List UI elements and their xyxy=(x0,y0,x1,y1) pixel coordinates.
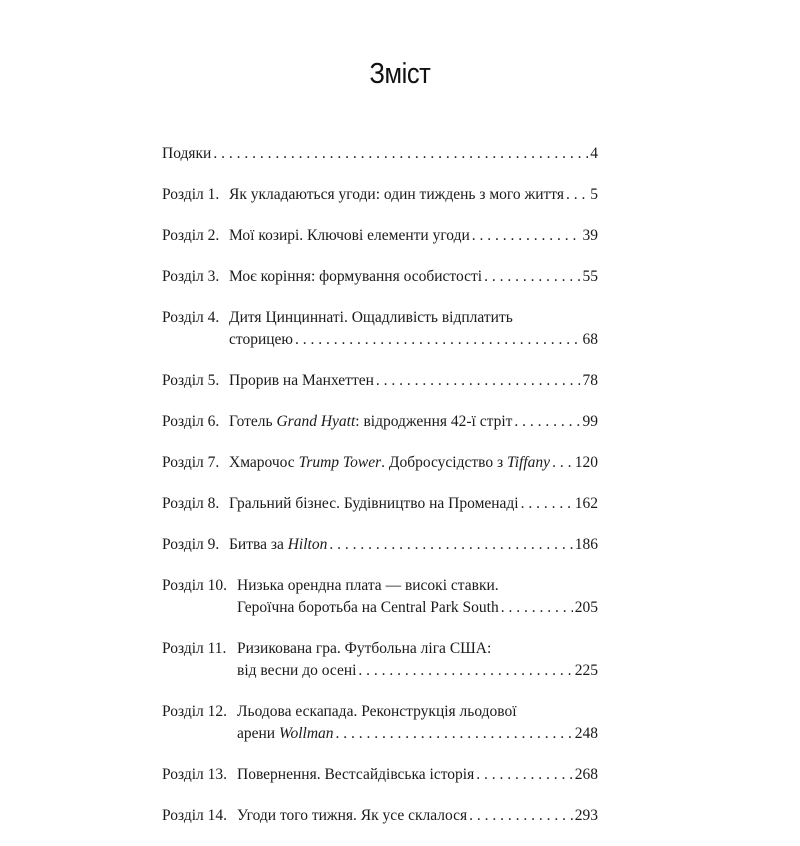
chapter-label: Розділ 11. xyxy=(162,640,227,657)
toc-entry-chapter-11[interactable] xyxy=(162,638,598,682)
leader-dots xyxy=(476,764,573,786)
page-number: 4 xyxy=(590,145,598,162)
entry-title-continued: арени Wollman xyxy=(237,725,334,742)
page-number: 205 xyxy=(574,599,598,616)
table-of-contents xyxy=(162,143,598,846)
leader-dots xyxy=(213,143,588,165)
page-number: 39 xyxy=(582,227,598,244)
leader-dots xyxy=(472,225,581,247)
chapter-label: Розділ 6. xyxy=(162,413,220,430)
entry-title: Битва за Hilton xyxy=(229,536,328,553)
toc-entry-chapter-10[interactable] xyxy=(162,575,598,619)
page-number: 55 xyxy=(582,268,598,285)
entry-title: Ризикована гра. Футбольна ліга США: xyxy=(237,640,492,657)
entry-title: Подяки xyxy=(162,145,212,162)
toc-entry-chapter-6[interactable] xyxy=(162,411,598,433)
leader-dots xyxy=(566,184,588,206)
toc-entry-chapter-5[interactable] xyxy=(162,370,598,392)
entry-title: Дитя Цинциннаті. Ощадливість відплатить xyxy=(229,309,513,326)
leader-dots xyxy=(376,370,581,392)
toc-entry-chapter-2[interactable] xyxy=(162,225,598,247)
toc-entry-chapter-8[interactable] xyxy=(162,493,598,515)
chapter-label: Розділ 7. xyxy=(162,454,220,471)
chapter-label: Розділ 14. xyxy=(162,807,228,824)
page-number: 120 xyxy=(574,454,598,471)
page-number: 162 xyxy=(574,495,598,512)
entry-title-continued: від весни до осені xyxy=(237,662,357,679)
entry-title: Моє коріння: формування особистості xyxy=(229,268,483,285)
chapter-label: Розділ 5. xyxy=(162,372,220,389)
chapter-label: Розділ 8. xyxy=(162,495,220,512)
chapter-label: Розділ 3. xyxy=(162,268,220,285)
page-number: 268 xyxy=(574,766,598,783)
entry-title-continued: Героїчна боротьба на Central Park South xyxy=(237,599,499,616)
chapter-label: Розділ 12. xyxy=(162,703,228,720)
page-number: 225 xyxy=(574,662,598,679)
entry-title: Готель Grand Hyatt: відродження 42-ї стріт xyxy=(229,413,513,430)
leader-dots xyxy=(484,266,580,288)
entry-title: Угоди того тижня. Як усе склалося xyxy=(237,807,468,824)
toc-entry-chapter-13[interactable] xyxy=(162,764,598,786)
toc-entry-chapter-14[interactable] xyxy=(162,805,598,827)
leader-dots xyxy=(358,660,572,682)
leader-dots xyxy=(295,329,581,351)
toc-entry-chapter-12[interactable] xyxy=(162,701,598,745)
entry-title: Як укладаються угоди: один тиждень з мого життя xyxy=(229,186,564,203)
leader-dots xyxy=(329,534,572,556)
entry-title-continued: сторицею xyxy=(229,331,293,348)
toc-entry-chapter-3[interactable] xyxy=(162,266,598,288)
page-number: 99 xyxy=(582,413,598,430)
chapter-label: Розділ 10. xyxy=(162,577,228,594)
page-number: 78 xyxy=(582,372,598,389)
entry-title: Хмарочос Trump Tower. Добросусідство з Tiffany xyxy=(229,454,551,471)
toc-entry-chapter-4[interactable] xyxy=(162,307,598,351)
page-number: 293 xyxy=(574,807,598,824)
chapter-label: Розділ 13. xyxy=(162,766,228,783)
leader-dots xyxy=(514,411,580,433)
toc-entry-acknowledgements[interactable] xyxy=(162,143,598,165)
leader-dots xyxy=(552,452,573,474)
entry-title: Гральний бізнес. Будівництво на Променаді xyxy=(229,495,519,512)
leader-dots xyxy=(469,805,573,827)
toc-entry-chapter-7[interactable] xyxy=(162,452,598,474)
leader-dots xyxy=(336,723,573,745)
chapter-label: Розділ 1. xyxy=(162,186,220,203)
toc-entry-chapter-1[interactable] xyxy=(162,184,598,206)
chapter-label: Розділ 4. xyxy=(162,309,220,326)
entry-title: Льодова ескапада. Реконструкція льодової xyxy=(237,703,517,720)
entry-title: Повернення. Вестсайдівська історія xyxy=(237,766,475,783)
leader-dots xyxy=(501,597,573,619)
entry-title: Прорив на Манхеттен xyxy=(229,372,374,389)
entry-title: Мої козирі. Ключові елементи угоди xyxy=(229,227,470,244)
toc-entry-chapter-9[interactable] xyxy=(162,534,598,556)
page-number: 5 xyxy=(590,186,598,203)
page-number: 186 xyxy=(574,536,598,553)
page-title: Зміст xyxy=(369,58,431,90)
entry-title: Низька орендна плата — високі ставки. xyxy=(237,577,499,594)
page-number: 248 xyxy=(574,725,598,742)
chapter-label: Розділ 2. xyxy=(162,227,220,244)
leader-dots xyxy=(521,493,573,515)
chapter-label: Розділ 9. xyxy=(162,536,220,553)
page-number: 68 xyxy=(582,331,598,348)
